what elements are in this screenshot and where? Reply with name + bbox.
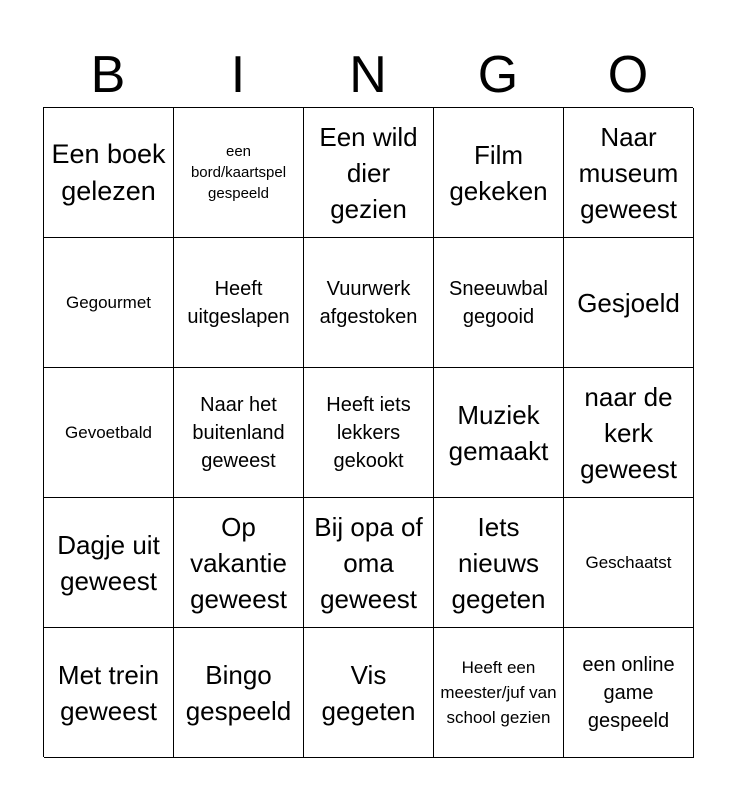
cell-label: Heeft uitgeslapen xyxy=(187,277,290,328)
cell-label: Naar museum geweest xyxy=(578,121,679,224)
cell-label: een online game gespeeld xyxy=(582,653,675,732)
bingo-cell[interactable] xyxy=(304,628,434,758)
bingo-board xyxy=(43,107,693,757)
bingo-cell[interactable] xyxy=(174,108,304,238)
bingo-cell[interactable] xyxy=(44,498,174,628)
header-letter-n: N xyxy=(349,46,387,104)
bingo-cell[interactable] xyxy=(174,628,304,758)
bingo-cell[interactable] xyxy=(434,498,564,628)
bingo-cell[interactable] xyxy=(174,238,304,368)
cell-label: Sneeuwbal gegooid xyxy=(449,277,548,328)
header-letter-g: G xyxy=(477,46,519,104)
cell-label: Gevoetbald xyxy=(65,423,152,442)
cell-label: Een boek gelezen xyxy=(51,138,166,206)
bingo-cell[interactable] xyxy=(564,368,694,498)
cell-label: Gesjoeld xyxy=(577,287,680,318)
bingo-cell[interactable] xyxy=(44,628,174,758)
cell-label: Heeft iets lekkers gekookt xyxy=(326,393,411,472)
cell-label: Bij opa of oma geweest xyxy=(314,511,423,614)
cell-label: Vuurwerk afgestoken xyxy=(319,277,418,328)
bingo-cell[interactable] xyxy=(434,238,564,368)
cell-label: Op vakantie geweest xyxy=(190,511,287,614)
bingo-cell[interactable] xyxy=(304,108,434,238)
bingo-cell[interactable] xyxy=(174,498,304,628)
cell-label: Iets nieuws gegeten xyxy=(451,511,546,614)
bingo-cell[interactable] xyxy=(434,108,564,238)
cell-label: een bord/kaartspel gespeeld xyxy=(190,143,287,202)
cell-label: Muziek gemaakt xyxy=(448,399,549,466)
bingo-cell[interactable] xyxy=(44,238,174,368)
bingo-cell[interactable] xyxy=(434,368,564,498)
bingo-cell[interactable] xyxy=(44,108,174,238)
cell-label: naar de kerk geweest xyxy=(580,381,677,484)
cell-label: Bingo gespeeld xyxy=(185,659,292,726)
cell-label: Geschaatst xyxy=(585,553,672,572)
bingo-cell[interactable] xyxy=(44,368,174,498)
cell-label: Heeft een meester/juf van school gezien xyxy=(440,658,557,727)
cell-label: Dagje uit geweest xyxy=(57,529,160,596)
header-letter-i: I xyxy=(230,46,246,104)
bingo-cell[interactable] xyxy=(564,108,694,238)
bingo-cell[interactable] xyxy=(304,368,434,498)
header-letter-b: B xyxy=(90,46,126,104)
bingo-cell[interactable] xyxy=(564,238,694,368)
bingo-cell[interactable] xyxy=(564,628,694,758)
bingo-cell[interactable] xyxy=(434,628,564,758)
cell-label: Met trein geweest xyxy=(57,659,160,726)
cell-label: Film gekeken xyxy=(449,139,548,206)
bingo-cell[interactable] xyxy=(174,368,304,498)
cell-label: Naar het buitenland geweest xyxy=(192,393,285,472)
header-letter-o: O xyxy=(607,46,649,104)
cell-label: Vis gegeten xyxy=(321,659,416,726)
bingo-cell[interactable] xyxy=(304,238,434,368)
bingo-cell[interactable] xyxy=(564,498,694,628)
bingo-header xyxy=(43,42,693,108)
cell-label: Een wild dier gezien xyxy=(319,121,418,224)
bingo-cell[interactable] xyxy=(304,498,434,628)
cell-label: Gegourmet xyxy=(65,293,152,312)
